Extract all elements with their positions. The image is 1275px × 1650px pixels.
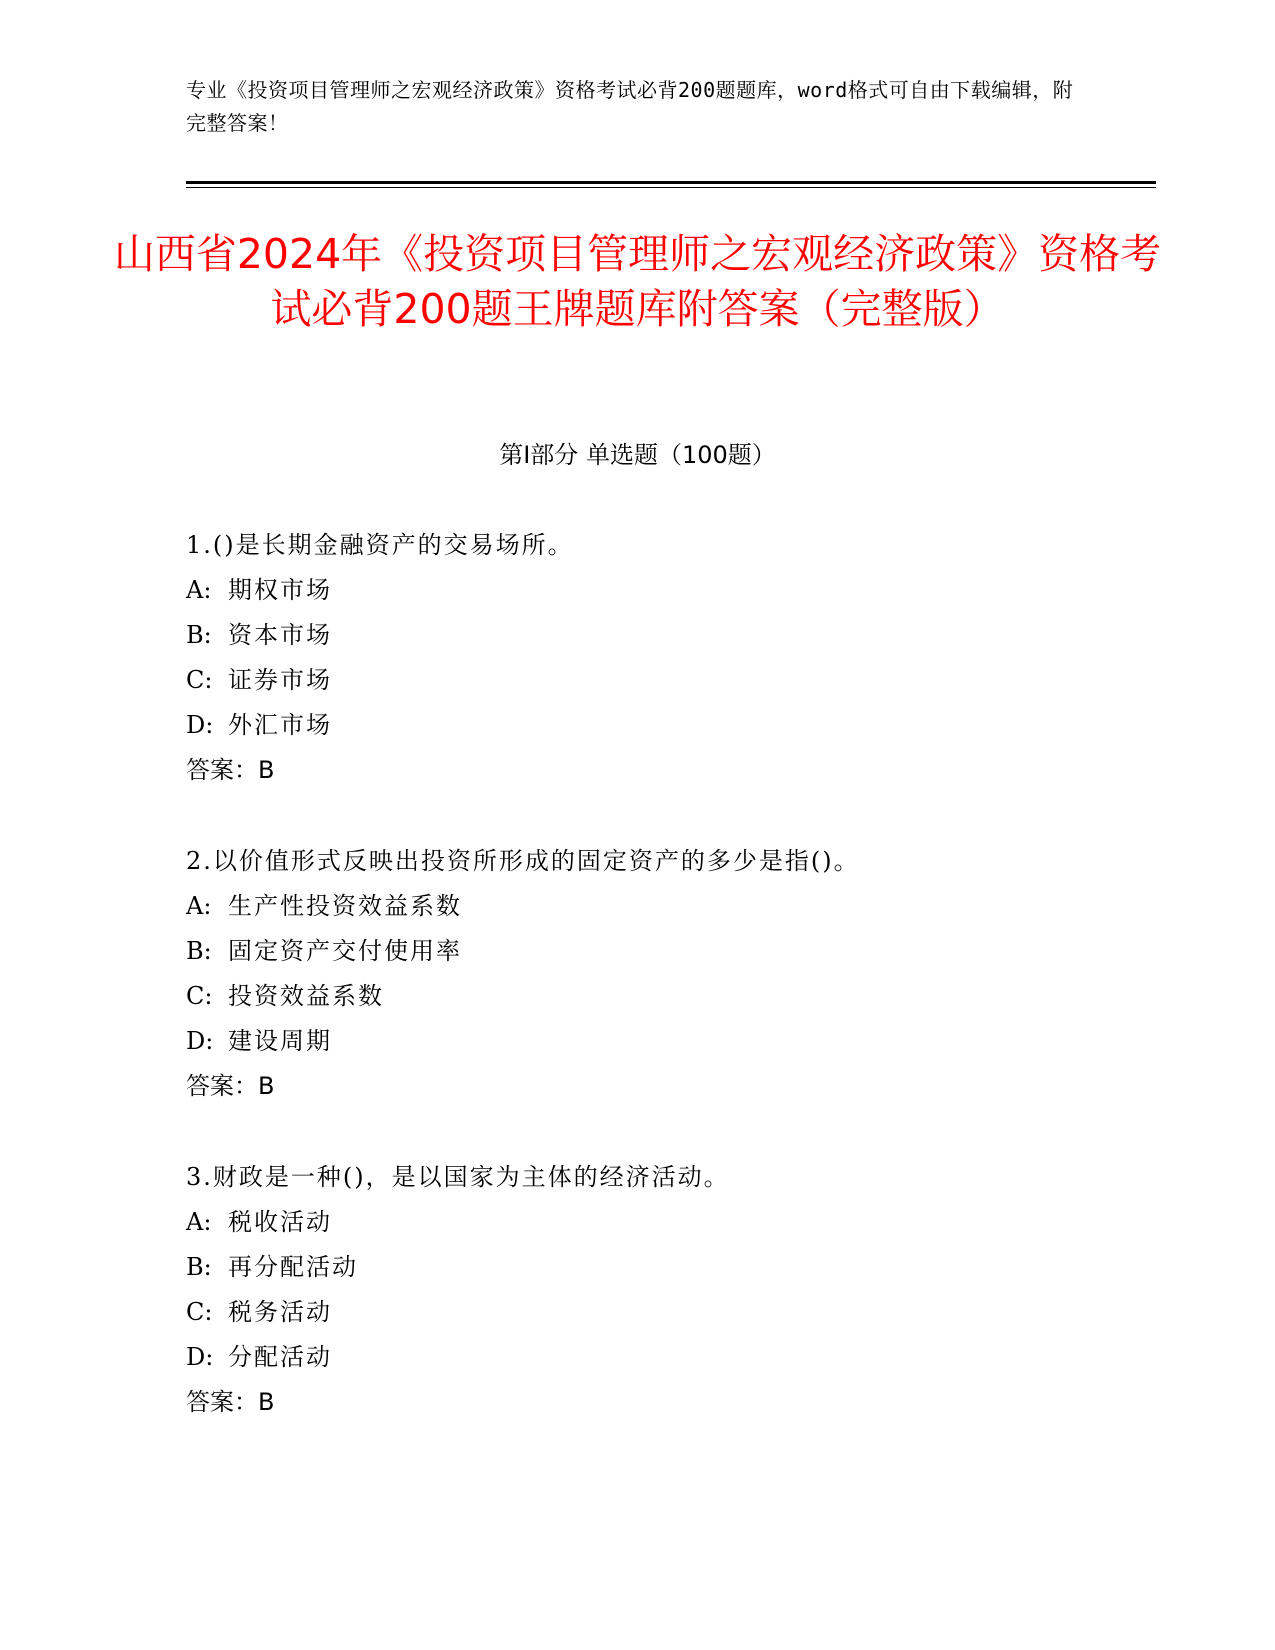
option-letter: C: xyxy=(186,666,213,694)
option-c xyxy=(186,658,1136,703)
option-a xyxy=(186,1200,1136,1245)
option-letter: A: xyxy=(186,1208,212,1236)
question-stem: 2.以价值形式反映出投资所形成的固定资产的多少是指()。 xyxy=(186,847,860,875)
option-c xyxy=(186,974,1136,1019)
header-rule-thick xyxy=(186,181,1156,184)
option-text: 证券市场 xyxy=(228,666,332,694)
option-b xyxy=(186,929,1136,974)
header-rule-thin xyxy=(186,187,1156,188)
question-2 xyxy=(186,839,1136,1109)
option-a xyxy=(186,568,1136,613)
option-text: 资本市场 xyxy=(228,621,332,649)
option-d xyxy=(186,1335,1136,1380)
option-text: 税收活动 xyxy=(228,1208,332,1236)
option-c xyxy=(186,1290,1136,1335)
document-title: 山西省2024年《投资项目管理师之宏观经济政策》资格考试必背200题王牌题库附答案（完整版） xyxy=(113,230,1162,333)
option-text: 生产性投资效益系数 xyxy=(228,892,462,920)
question-stem: 3.财政是一种()，是以国家为主体的经济活动。 xyxy=(186,1163,730,1191)
option-text: 分配活动 xyxy=(228,1343,332,1371)
header-note: 专业《投资项目管理师之宏观经济政策》资格考试必背200题题库，word格式可自由下载编辑，附完整答案！ xyxy=(186,78,1074,135)
option-text: 税务活动 xyxy=(228,1298,332,1326)
option-letter: C: xyxy=(186,982,213,1010)
answer-line: 答案：B xyxy=(186,1072,275,1100)
option-letter: B: xyxy=(186,937,212,965)
option-letter: D: xyxy=(186,1027,214,1055)
option-text: 期权市场 xyxy=(228,576,332,604)
option-letter: A: xyxy=(186,576,212,604)
option-d xyxy=(186,1019,1136,1064)
question-stem: 1.()是长期金融资产的交易场所。 xyxy=(186,531,574,559)
option-letter: B: xyxy=(186,621,212,649)
option-text: 外汇市场 xyxy=(228,711,332,739)
option-text: 固定资产交付使用率 xyxy=(228,937,462,965)
question-3 xyxy=(186,1155,1136,1425)
question-list xyxy=(186,523,1136,1471)
option-text: 再分配活动 xyxy=(228,1253,358,1281)
option-b xyxy=(186,1245,1136,1290)
answer-line: 答案：B xyxy=(186,1388,275,1416)
option-text: 投资效益系数 xyxy=(228,982,384,1010)
option-text: 建设周期 xyxy=(228,1027,332,1055)
option-b xyxy=(186,613,1136,658)
option-letter: D: xyxy=(186,711,214,739)
option-letter: B: xyxy=(186,1253,212,1281)
option-a xyxy=(186,884,1136,929)
option-d xyxy=(186,703,1136,748)
section-heading: 第Ⅰ部分 单选题（100题） xyxy=(499,441,776,469)
answer-line: 答案：B xyxy=(186,756,275,784)
question-1 xyxy=(186,523,1136,793)
option-letter: A: xyxy=(186,892,212,920)
option-letter: C: xyxy=(186,1298,213,1326)
option-letter: D: xyxy=(186,1343,214,1371)
